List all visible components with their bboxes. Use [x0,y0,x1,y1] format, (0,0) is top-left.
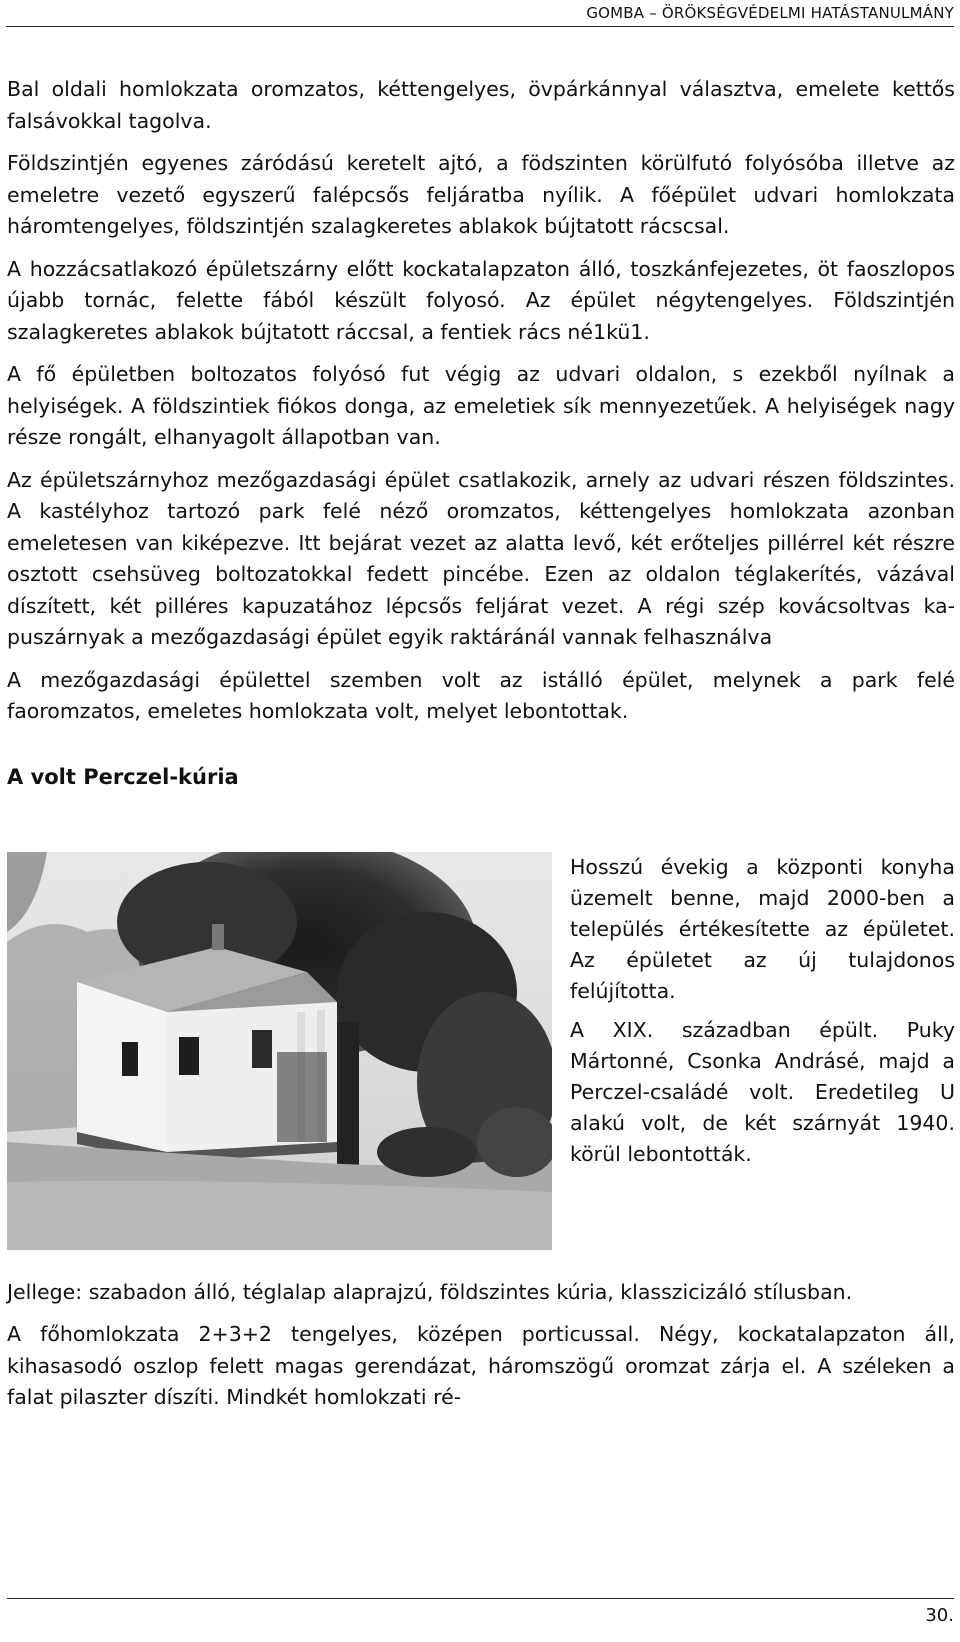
paragraph: A hozzácsatlakozó épületszárny előtt kockatalapzaton álló, toszkánfejezetes, öt faoszlopos újabb tornác, felette fából készült folyosó. Az épület négytengelyes. Földszintjén szalagkeretes ablakok bújtatott ráccsal, a fentiek rács né1kü1. [7,256,955,344]
paragraph: Hosszú évekig a központi konyha üzemelt benne, majd 2000-ben a település értékesítette az épületet. Az épületet az új tulajdonos felújította. [570,854,955,1003]
paragraph: A fő épületben boltozatos folyósó fut végig az udvari oldalon, s ezekből nyílnak a helyiségek. A földszintiek fiókos donga, az emeletiek sík mennyezetűek. A helyiségek nagy része rongált, elhanyagolt állapotban van. [7,362,955,449]
page-number: 30. [925,1605,954,1626]
paragraph: Az épületszárnyhoz mezőgazdasági épület csatlakozik, arnely az udvari részen földszintes. A kastélyhoz tartozó park felé néző oromzatos, kéttengelyes homlokzata azonban emeletesen van kiképezve. Itt bejárat vezet az alatta levő, két erőteljes pillérrel két részre osztott csehsüveg boltozatokkal fedett pincébe. Ezen az oldalon téglakerítés, vázával díszített, két pilléres kapuzatához lépcsős feljárat vezet. A régi szép kovácsoltvas kapuszárnyak a mezőgazdasági épület egyik raktáránál vannak felhasználva [7,467,955,649]
paragraph: A mezőgazdasági épülettel szemben volt az istálló épület, melynek a park felé faoromzatos, emeletes homlokzata volt, melyet lebontottak. [7,667,955,723]
paragraph: A főhomlokzata 2+3+2 tengelyes, középen porticussal. Négy, kockatalapzaton áll, kihasasodó oszlop felett magas gerendázat, háromszögű oromzat zárja el. A széleken a falat pilaszter díszíti. Mindkét homlokzati ré- [7,1322,955,1409]
building-photo [7,852,552,1250]
paragraph: Bal oldali homlokzata oromzatos, kéttengelyes, övpárkánnyal választva, emelete kettős falsávokkal tagolva. [7,77,955,133]
paragraph: Földszintjén egyenes záródású keretelt ajtó, a födszinten körülfutó folyósóba illetve az emeletre vezető egyszerű falépcsős feljáratba nyílik. A főépület udvari homlokzata háromtengelyes, földszintjén szalagkeretes ablakok bújtatott rácscsal. [7,151,955,238]
page-footer [7,1598,954,1626]
side-text [570,852,955,1178]
page-content [7,74,955,1425]
lower-text [7,1277,955,1414]
paragraph: Jellege: szabadon álló, téglalap alaprajzú, földszintes kúria, klasszicizáló stílusban. [7,1279,853,1304]
figure-row [7,852,955,1257]
paragraph: A XIX. században épült. Puky Mártonné, Csonka Andrásé, majd a Perczel-családé volt. Eredetileg U alakú volt, de két szárnyát 1940. körül lebontották. [570,1017,955,1166]
running-header: GOMBA – ÖRÖKSÉGVÉDELMI HATÁSTANULMÁNY [6,4,954,27]
section-heading: A volt Perczel-kúria [7,764,239,789]
